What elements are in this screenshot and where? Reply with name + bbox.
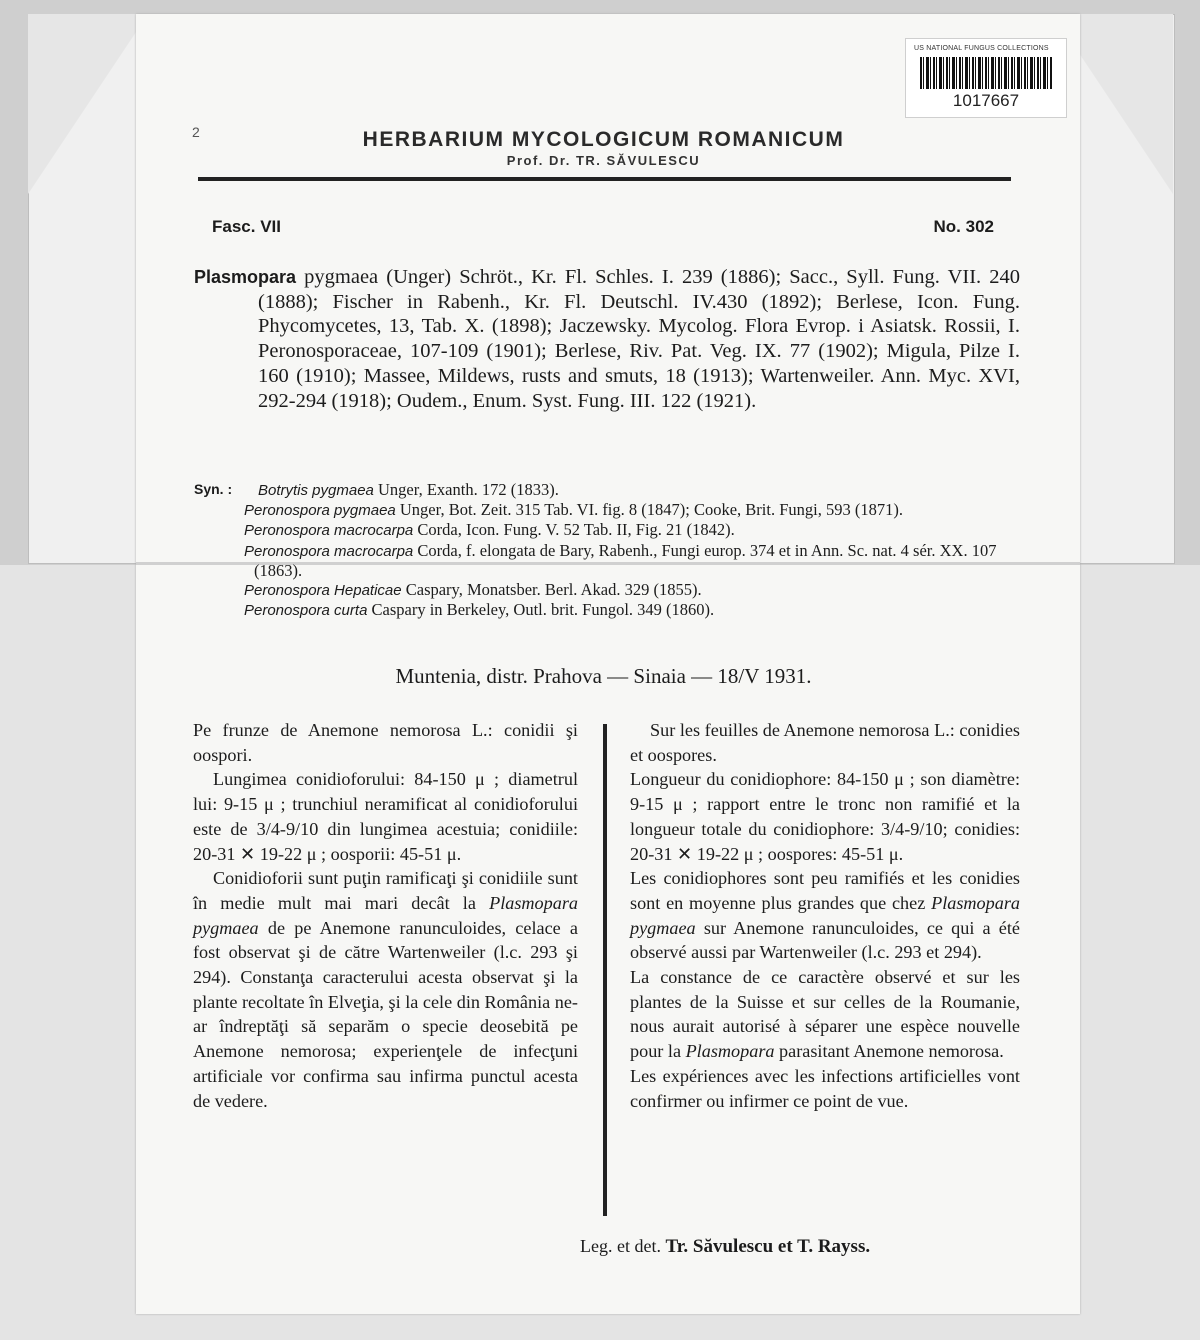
herbarium-title: HERBARIUM MYCOLOGICUM ROMANICUM (362, 128, 845, 151)
synonyms-list (244, 480, 1014, 620)
barcode-image (920, 57, 1052, 89)
fr-paragraph: Longueur du conidiophore: 84-150 μ ; son diamètre: 9-15 μ ; rapport entre le tronc non ramifié et la longueur totale du conidiophore: 3/4-9/10; conidies: 20-31 ✕ 19-22 μ ; oospores: 45-51 μ. (630, 769, 1020, 864)
fr-text: sur Anemone ranunculoides, ce qui a été observé aussi par Wartenweiler (l.c. 293 et 294). (630, 917, 1020, 963)
barcode-number: 1017667 (952, 91, 1020, 110)
ro-text: de pe Anemone ranunculoides, celace a fost observat şi de către Wartenweiler (l.c. 293 şi 294). Constanţa caracterului acesta observat şi la plante recoltate în Elveţia, şi la cele din România ne-ar îndreptăţi să separăm o specie deosebită pe Anemone nemorosa; experienţele de infecţuni artificiale vor confirma sau infirma punctul acesta de vedere. (193, 917, 578, 1111)
synonym-name: Peronospora Hepaticae (244, 582, 402, 600)
synonym-item (244, 600, 1014, 620)
fr-paragraph (630, 866, 1020, 965)
column-divider (603, 724, 607, 1216)
fascicle: Fasc. VII (212, 217, 281, 236)
specimen-number: No. 302 (933, 217, 994, 236)
fr-species: Plasmopara pygmaea (630, 892, 1020, 938)
header-rule (198, 177, 1011, 181)
synonyms-label: Syn. : (194, 481, 233, 497)
collectors-prefix: Leg. et det. (580, 1236, 666, 1256)
fr-paragraph: Les expériences avec les infections artificielles vont confirmer ou infirmer ce point de vue. (630, 1065, 1020, 1111)
collectors-line (580, 1236, 870, 1258)
fr-text: Les conidiophores sont peu ramifiés et les conidies sont en moyenne plus grandes que chez (630, 868, 1020, 913)
citation-genus: Plasmopara (194, 267, 297, 287)
synonym-item (244, 500, 1014, 520)
collectors-names: Tr. Săvulescu et T. Rayss. (665, 1236, 871, 1257)
romanian-description (193, 718, 578, 1113)
ro-paragraph (193, 866, 578, 1113)
synonym-item (258, 480, 1014, 500)
synonym-item (244, 520, 1014, 540)
fr-text: La constance de ce caractère observé et sur les plantes de la Suisse et sur celles de la Roumanie, nous aurait autorisé à séparer une espèce nouvelle pour la (630, 967, 1020, 1062)
citation-text: pygmaea (Unger) Schröt., Kr. Fl. Schles. I. 239 (1886); Sacc., Syll. Fung. VII. 240 (1888); Fischer in Rabenh., Kr. Fl. Deutschl. IV.430 (1892); Berlese, Icon. Fung. Phycomycetes, 13, Tab. X. (1898); Jaczewsky. Mycolog. Flora Evrop. i Asiatsk. Rossii, I. Peronosporaceae, 107-109 (1901); Berlese, Riv. Pat. Veg. IX. 77 (1902); Migula, Pilze I. 160 (1910); Massee, Mildews, rusts and smuts, 18 (1913); Wartenweiler. Ann. Myc. XVI, 292-294 (1918); Oudem., Enum. Syst. Fung. III. 122 (1921). (258, 266, 1020, 412)
synonym-item (244, 580, 1014, 600)
label-organization: US NATIONAL FUNGUS COLLECTIONS (914, 45, 1049, 52)
synonym-name: Peronospora pygmaea (244, 502, 396, 520)
synonym-name: Peronospora curta (244, 602, 368, 620)
corner-mark: 2 (192, 124, 200, 140)
species-citation (194, 265, 1020, 413)
ro-species: Plasmopara pygmaea (193, 892, 578, 938)
fr-text: parasitant Anemone nemorosa. (774, 1041, 1004, 1062)
ro-paragraph: Lungimea conidioforului: 84-150 μ ; diametrul lui: 9-15 μ ; trunchiul neramificat al conidioforului este de 3/4-9/10 din lungimea acestuia; conidiile: 20-31 ✕ 19-22 μ ; oosporii: 45-51 μ. (193, 769, 578, 864)
synonym-name: Peronospora macrocarpa (244, 542, 414, 560)
barcode-label (905, 38, 1067, 118)
synonym-name: Peronospora macrocarpa (244, 522, 414, 540)
synonym-ref: Corda, f. elongata de Bary, Rabenh., Fungi europ. 374 et in Ann. Sc. nat. 4 sér. XX. 107 (1863). (254, 540, 997, 580)
french-description (630, 718, 1020, 1113)
collection-locality: Muntenia, distr. Prahova — Sinaia — 18/V 1931. (395, 664, 812, 688)
herbarium-subtitle: Prof. Dr. TR. SĂVULESCU (506, 153, 701, 168)
synonym-ref: Caspary in Berkeley, Outl. brit. Fungol. 349 (1860). (367, 600, 715, 620)
synonym-ref: Caspary, Monatsber. Berl. Akad. 329 (1855). (401, 580, 702, 600)
synonym-item (244, 541, 1014, 580)
synonym-name: Botrytis pygmaea (258, 482, 374, 499)
fr-species: Plasmopara (685, 1041, 775, 1062)
synonym-ref: Corda, Icon. Fung. V. 52 Tab. II, Fig. 21 (1842). (413, 520, 735, 540)
synonym-ref: Unger, Exanth. 172 (1833). (373, 480, 559, 499)
synonym-ref: Unger, Bot. Zeit. 315 Tab. VI. fig. 8 (1847); Cooke, Brit. Fungi, 593 (1871). (395, 500, 903, 520)
ro-text: Conidioforii sunt puţin ramificaţi şi conidiile sunt în medie mult mai mari decât la (193, 868, 578, 913)
fr-paragraph (630, 965, 1020, 1064)
envelope-flap-left (28, 14, 148, 194)
ro-paragraph: Pe frunze de Anemone nemorosa L.: conidii şi oospori. (193, 720, 578, 765)
fr-paragraph: Sur les feuilles de Anemone nemorosa L.: conidies et oospores. (630, 720, 1020, 765)
